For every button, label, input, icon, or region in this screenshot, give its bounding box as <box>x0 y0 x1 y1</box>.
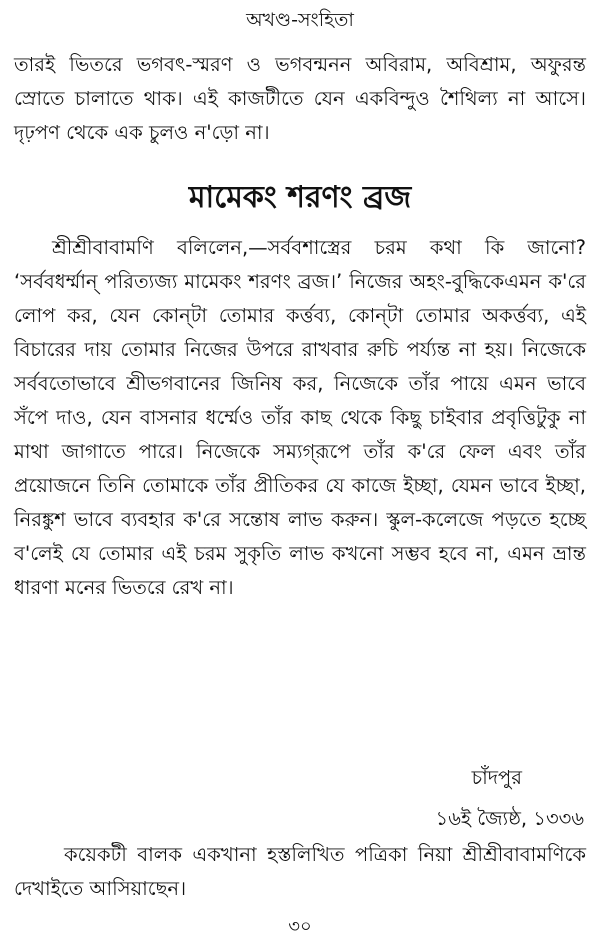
paragraph-next: কয়েকটী বালক একখানা হস্তলিখিত পত্রিকা নিয়া শ্রীশ্রীবাবামণিকে দেখাইতে আসিয়াছেন। <box>14 843 586 900</box>
page-number: ৩০ <box>288 916 312 937</box>
date-line: ১৬ই জ্যৈষ্ঠ, ১৩৩৬ <box>435 807 584 830</box>
place-line: চাঁদপুর <box>471 766 522 789</box>
paragraph-discourse: শ্রীশ্রীবাবামণি বলিলেন,—সর্ববশাস্ত্রের চরম কথা কি জানো? ‘সর্ববধর্ম্মান্ পরিত্যজ্য মামেকং শরণং ব্রজ।’ নিজের অহং-বুদ্ধিকেএমন ক'রে লোপ কর, যেন কোন্‌টা তোমার কর্ত্তব্য, কোন্‌টা তোমার অকর্ত্তব্য, এই বিচারের দায় তোমার নিজের উপরে রাখবার রুচি পর্য্যন্ত না হয়। নিজেকে সর্ববতোভাবে শ্রীভগবানের জিনিষ কর, নিজেকে তাঁর পায়ে এমন ভাবে সঁপে দাও, যেন বাসনার ধর্ম্মেও তাঁর কাছ থেকে কিছু চাইবার প্রবৃত্তিটুকু না মাথা জাগাতে পারে। নিজেকে সম্যগ্‌রূপে তাঁর ক'রে ফেল এবং তাঁর প্রয়োজনে তিনি তোমাকে তাঁর প্রীতিকর যে কাজে ইচ্ছা, যেমন ভাবে ইচ্ছা, নিরঙ্কুশ ভাবে ব্যবহার ক'রে সন্তোষ লাভ করুন। স্কুল-কলেজে পড়তে হচ্ছে ব'লেই যে তোমার এই চরম সুকৃতি লাভ কখনো সম্ভব হবে না, এমন ভ্রান্ত ধারণা মনের ভিতরে রেখ না। <box>14 236 586 599</box>
section-heading: মামেকং শরণং ব্রজ <box>188 180 412 215</box>
paragraph-continued: তারই ভিতরে ভগবৎ-স্মরণ ও ভগবন্মনন অবিরাম, অবিশ্রাম, অফুরন্ত স্রোতে চালাতে থাক। এই কাজটীতে যেন একবিন্দুও শৈথিল্য না আসে। দৃঢ়পণ থেকে এক চুলও ন'ড়ো না। <box>14 53 586 144</box>
running-head: অখণ্ড-সংহিতা <box>246 9 354 31</box>
